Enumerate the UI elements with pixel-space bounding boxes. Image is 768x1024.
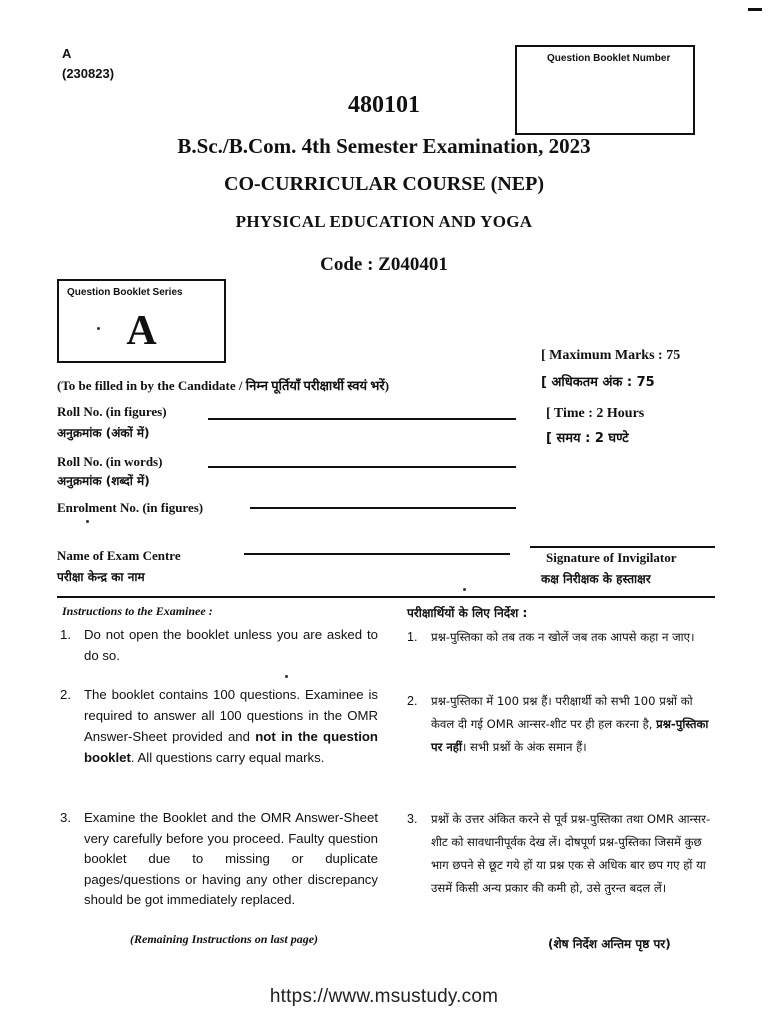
time-allowed: [ Time : 2 Hours (546, 406, 645, 421)
instruction-text: प्रश्न-पुस्तिका को तब तक न खोलें जब तक आपसे कहा न जाए। (431, 630, 695, 644)
instruction-text (84, 684, 378, 768)
corner-mark (748, 8, 762, 11)
instruction-text-emphasis: not in the question booklet (84, 729, 378, 765)
instruction-number: 2. (407, 694, 418, 708)
roll-number-figures-label: Roll No. (in figures) (57, 404, 167, 419)
roll-number-words-label-hindi: अनुक्रमांक (शब्दों में) (57, 474, 150, 488)
maximum-marks-hindi: [ अधिकतम अंक : 75 (541, 375, 655, 390)
speck (86, 520, 89, 523)
question-booklet-series-label: Question Booklet Series (67, 287, 183, 298)
time-allowed-hindi: [ समय : 2 घण्टे (546, 431, 629, 446)
invigilator-signature-line[interactable] (530, 546, 715, 548)
question-booklet-number-box (515, 45, 695, 135)
question-booklet-number-label: Question Booklet Number (547, 53, 671, 64)
instruction-number: 1. (407, 630, 418, 644)
speck (285, 675, 288, 678)
enrolment-number-field[interactable] (250, 507, 516, 509)
remaining-instructions-note: (Remaining Instructions on last page) (130, 932, 319, 946)
paper-number: 480101 (348, 92, 420, 118)
website-url[interactable]: https://www.msustudy.com (269, 986, 499, 1007)
candidate-fill-note: (To be filled in by the Candidate / निम्न पूर्तियाँ परीक्षार्थी स्वयं भरें) (57, 378, 390, 393)
instruction-number: 3. (407, 812, 418, 826)
paper-code: Code : Z040401 (320, 254, 448, 275)
roll-number-words-field[interactable] (208, 466, 516, 468)
section-divider (57, 596, 715, 598)
instruction-text (431, 690, 719, 759)
question-booklet-series-letter: A (126, 308, 157, 354)
maximum-marks: [ Maximum Marks : 75 (541, 348, 681, 363)
instruction-text-part: प्रश्न-पुस्तिका में 100 प्रश्न हैं। परीक्षार्थी को सभी 100 प्रश्नों को केवल दी गई OMR आन्सर-शीट पर ही हल करना है, (431, 694, 693, 731)
series-code: (230823) (62, 66, 115, 81)
series-letter: A (62, 46, 72, 61)
invigilator-signature-label: Signature of Invigilator (546, 550, 677, 565)
exam-centre-label: Name of Exam Centre (57, 548, 181, 563)
instructions-heading-hindi: परीक्षार्थियों के लिए निर्देश : (407, 606, 528, 620)
speck (97, 327, 100, 330)
instruction-text: Examine the Booklet and the OMR Answer-Sheet very carefully before you proceed. Faulty question booklet due to missing or duplicate pages/questions or having any other discrepancy should be got immediately replaced. (84, 810, 378, 907)
instruction-item-2-hindi (407, 690, 719, 759)
instruction-item-3 (60, 808, 378, 911)
instruction-text-part: The booklet contains 100 questions. Examinee is required to answer all 100 questions in the OMR Answer-Sheet provided and (84, 687, 378, 744)
remaining-instructions-note-hindi: (शेष निर्देश अन्तिम पृष्ठ पर) (548, 937, 671, 951)
instruction-item-1 (60, 624, 378, 666)
question-booklet-series-box (57, 279, 226, 363)
instruction-text-part: . All questions carry equal marks. (130, 750, 325, 765)
enrolment-number-label: Enrolment No. (in figures) (57, 500, 204, 515)
exam-title: B.Sc./B.Com. 4th Semester Examination, 2023 (177, 134, 591, 158)
instruction-text-emphasis: प्रश्न-पुस्तिका पर नहीं (431, 717, 709, 754)
roll-number-figures-field[interactable] (208, 418, 516, 420)
instruction-number: 2. (60, 687, 71, 702)
instructions-heading: Instructions to the Examinee : (62, 604, 213, 618)
roll-number-words-label: Roll No. (in words) (57, 454, 163, 469)
instruction-number: 3. (60, 810, 71, 825)
instruction-item-1-hindi (407, 626, 719, 649)
subject-title: PHYSICAL EDUCATION AND YOGA (235, 212, 533, 231)
course-title: CO-CURRICULAR COURSE (NEP) (224, 173, 544, 195)
exam-centre-field[interactable] (244, 553, 510, 555)
instruction-item-3-hindi (407, 808, 719, 900)
exam-centre-label-hindi: परीक्षा केन्द्र का नाम (57, 570, 145, 584)
roll-number-figures-label-hindi: अनुक्रमांक (अंकों में) (57, 426, 150, 440)
instruction-text: Do not open the booklet unless you are asked to do so. (84, 627, 378, 663)
instruction-text-part: । सभी प्रश्नों के अंक समान हैं। (461, 740, 587, 754)
instruction-text: प्रश्नों के उत्तर अंकित करने से पूर्व प्रश्न-पुस्तिका तथा OMR आन्सर-शीट को सावधानीपूर्वक देख लें। दोषपूर्ण प्रश्न-पुस्तिका जिसमें कुछ भाग छपने से छूट गये हों या प्रश्न एक से अधिक बार छप गए हों या उसमें किसी अन्य प्रकार की कमी हो, उसे तुरन्त बदल लें। (431, 812, 711, 895)
speck (463, 588, 466, 591)
instruction-number: 1. (60, 627, 71, 642)
instruction-item-2 (60, 684, 378, 768)
invigilator-signature-label-hindi: कक्ष निरीक्षक के हस्ताक्षर (541, 572, 651, 586)
